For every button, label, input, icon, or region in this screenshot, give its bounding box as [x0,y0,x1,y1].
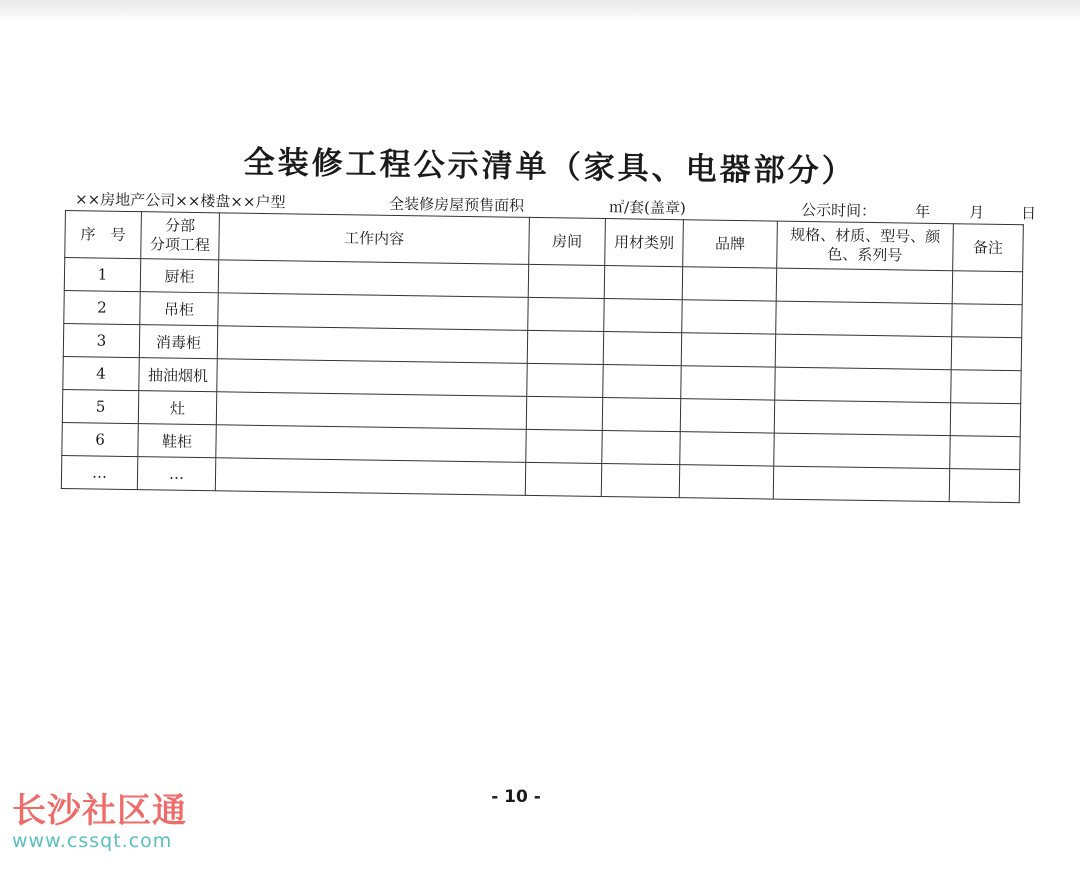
cell-spec [776,268,952,304]
cell-material [602,398,680,432]
document-sheet [59,140,1036,503]
cell-room [528,297,604,331]
year-label: 年 [914,202,931,221]
cell-brand [679,465,773,499]
row-number: … [61,456,137,490]
cell-brand [680,432,774,466]
cell-room [527,363,603,397]
cell-room [525,462,601,496]
cell-remark [952,271,1022,305]
company-info: ××房地产公司××楼盘××户型 [74,190,286,212]
cell-brand [682,300,776,334]
cell-spec [775,334,951,370]
header-subitem [141,212,220,260]
cell-remark [950,403,1020,437]
cell-spec [774,400,950,436]
cell-material [603,365,681,399]
row-item: 吊柜 [140,292,218,326]
row-item: 鞋柜 [138,424,216,458]
document-title: 全装修工程公示清单（家具、电器部分） [243,144,856,190]
cell-content [217,359,527,397]
header-remark: 备注 [953,224,1024,272]
cell-spec [774,433,950,469]
presale-area-label: 全装修房屋预售面积 [388,194,525,215]
cell-content [218,260,528,298]
scan-edge-shadow [0,0,1080,22]
header-brand: 品牌 [683,220,778,268]
cell-room [528,264,604,298]
cell-content [215,458,525,496]
cell-content [217,326,527,364]
row-number: 2 [64,291,140,325]
row-number: 5 [62,390,138,424]
row-item: 厨柜 [140,259,218,293]
cell-material [604,266,682,300]
cell-room [526,396,602,430]
header-material: 用材类别 [605,219,684,267]
cell-brand [681,366,775,400]
cell-content [216,392,526,430]
row-item: 抽油烟机 [139,358,217,392]
disclosure-table [61,210,1024,503]
day-label: 日 [1020,204,1037,223]
header-seq: 序 号 [65,211,142,259]
watermark-logo-text: 长沙社区通 [12,791,187,831]
cell-spec [776,301,952,337]
cell-remark [950,436,1020,470]
cell-remark [951,370,1021,404]
cell-content [216,425,526,463]
cell-brand [680,399,774,433]
cell-material [604,299,682,333]
month-label: 月 [968,203,985,222]
row-item: … [137,457,215,491]
cell-brand [682,267,776,301]
site-watermark [12,792,187,852]
cell-remark [952,304,1022,338]
publish-time-label: 公示时间： [800,200,877,221]
cell-material [602,431,680,465]
header-content: 工作内容 [219,213,530,265]
header-spec-line1: 规格、材质、型号、颜 [790,225,941,247]
watermark-url: www.cssqt.com [12,830,173,852]
header-subitem-line2: 分项工程 [149,235,211,255]
row-item: 灶 [138,391,216,425]
unit-stamp-label: ㎡/套(盖章) [608,198,686,218]
page-number: - 10 - [491,787,541,807]
cell-room [526,429,602,463]
cell-content [218,293,528,331]
cell-room [527,330,603,364]
header-spec-line2: 色、系列号 [827,245,903,265]
row-number: 4 [63,357,139,391]
cell-spec [773,466,949,502]
cell-material [603,332,681,366]
cell-remark [951,337,1021,371]
cell-brand [681,333,775,367]
cell-spec [775,367,951,403]
header-room: 房间 [529,217,606,265]
row-number: 6 [62,423,138,457]
row-item: 消毒柜 [139,325,217,359]
header-spec [777,221,954,271]
cell-material [601,464,679,498]
header-subitem-line1: 分部 [165,216,196,235]
row-number: 1 [64,258,140,292]
row-number: 3 [63,324,139,358]
cell-remark [949,469,1019,503]
